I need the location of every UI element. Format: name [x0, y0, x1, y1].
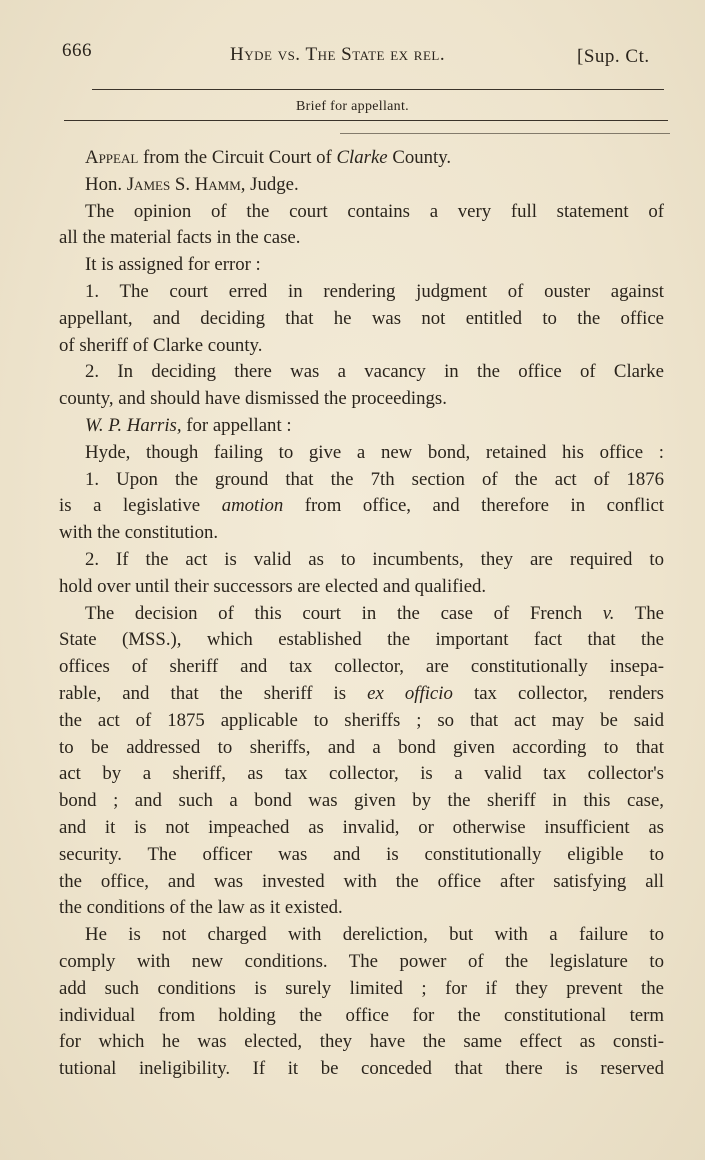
- court-reference: [Sup. Ct.: [577, 46, 650, 67]
- text-line: to be addressed to sheriffs, and a bond given according to that: [59, 736, 664, 758]
- text-line: county, and should have dismissed the proceedings.: [59, 388, 447, 410]
- text-span: v.: [602, 602, 615, 624]
- text-span: amotion: [221, 495, 284, 517]
- case-title: Hyde vs. The State ex rel.: [230, 44, 446, 65]
- text-line: and it is not impeached as invalid, or otherwise insufficient as: [59, 816, 664, 838]
- text-line: the conditions of the law as it existed.: [59, 897, 343, 919]
- text-line: bond ; and such a bond was given by the sheriff in this case,: [59, 790, 664, 812]
- text-line: He is not charged with dereliction, but with a failure to: [85, 924, 664, 946]
- text-line: the office, and was invested with the office after satisfying all: [59, 870, 664, 892]
- text-line: [59, 681, 664, 708]
- text-line: add such conditions is surely limited ; for if they prevent the: [59, 977, 664, 999]
- text-line: 1. Upon the ground that the 7th section of the act of 1876: [85, 468, 664, 490]
- text-span: tax collector, renders: [452, 682, 664, 704]
- text-span: W. P. Harris,: [85, 414, 182, 436]
- text-line: [59, 601, 664, 628]
- text-line: the act of 1875 applicable to sheriffs ; so that act may be said: [59, 709, 664, 731]
- text-span: County.: [387, 147, 452, 168]
- text-span: for appellant :: [181, 414, 292, 436]
- text-line: State (MSS.), which established the important fact that the: [59, 629, 664, 651]
- text-line: [59, 172, 664, 199]
- text-line: for which he was elected, they have the same effect as consti-: [59, 1031, 664, 1053]
- text-line: [59, 145, 664, 172]
- running-head: [0, 40, 705, 70]
- text-line: security. The officer was and is constitutionally eligible to: [59, 843, 664, 865]
- text-line: [59, 413, 664, 440]
- text-line: Hyde, though failing to give a new bond, retained his office :: [85, 441, 664, 463]
- text-line: 2. In deciding there was a vacancy in the office of Clarke: [85, 361, 664, 383]
- header-rule-top: [92, 89, 664, 90]
- text-line: offices of sheriff and tax collector, are constitutionally insepa-: [59, 656, 664, 678]
- text-line: 1. The court erred in rendering judgment of ouster against: [85, 280, 664, 302]
- text-span: from the Circuit Court of: [138, 147, 337, 168]
- text-line: [59, 493, 664, 520]
- text-line: all the material facts in the case.: [59, 227, 301, 249]
- text-line: It is assigned for error :: [85, 254, 261, 276]
- text-span: ex officio: [367, 682, 453, 704]
- text-line: appellant, and deciding that he was not entitled to the office: [59, 307, 664, 329]
- text-line: The opinion of the court contains a very full statement of: [85, 200, 664, 222]
- text-line: act by a sheriff, as tax collector, is a valid tax collector's: [59, 763, 664, 785]
- text-line: of sheriff of Clarke county.: [59, 334, 263, 356]
- text-line: individual from holding the office for the constitutional term: [59, 1004, 664, 1026]
- text-span: rable, and that the sheriff is: [59, 682, 368, 704]
- text-span: Appeal: [85, 147, 139, 168]
- page-body: [59, 145, 664, 1083]
- text-span: The: [614, 602, 664, 624]
- text-span: Hon.: [85, 173, 127, 195]
- text-line: 2. If the act is valid as to incumbents, they are required to: [85, 548, 664, 570]
- text-span: , Judge.: [240, 173, 299, 195]
- text-span: Clarke: [336, 147, 388, 168]
- text-span: from office, and therefore in conflict: [283, 495, 664, 517]
- page-number: 666: [62, 40, 92, 61]
- section-subheading: Brief for appellant.: [296, 99, 409, 114]
- text-line: tutional ineligibility. If it be conceded that there is reserved: [59, 1058, 664, 1080]
- text-line: hold over until their successors are elected and qualified.: [59, 575, 487, 597]
- text-span: The decision of this court in the case of French: [85, 602, 603, 624]
- text-span: James S. Hamm: [126, 173, 241, 195]
- header-rule-bottom: [64, 120, 668, 121]
- header-rule-faint: [340, 133, 670, 134]
- text-span: is a legislative: [59, 495, 222, 517]
- text-line: comply with new conditions. The power of the legislature to: [59, 950, 664, 972]
- text-line: with the constitution.: [59, 522, 219, 544]
